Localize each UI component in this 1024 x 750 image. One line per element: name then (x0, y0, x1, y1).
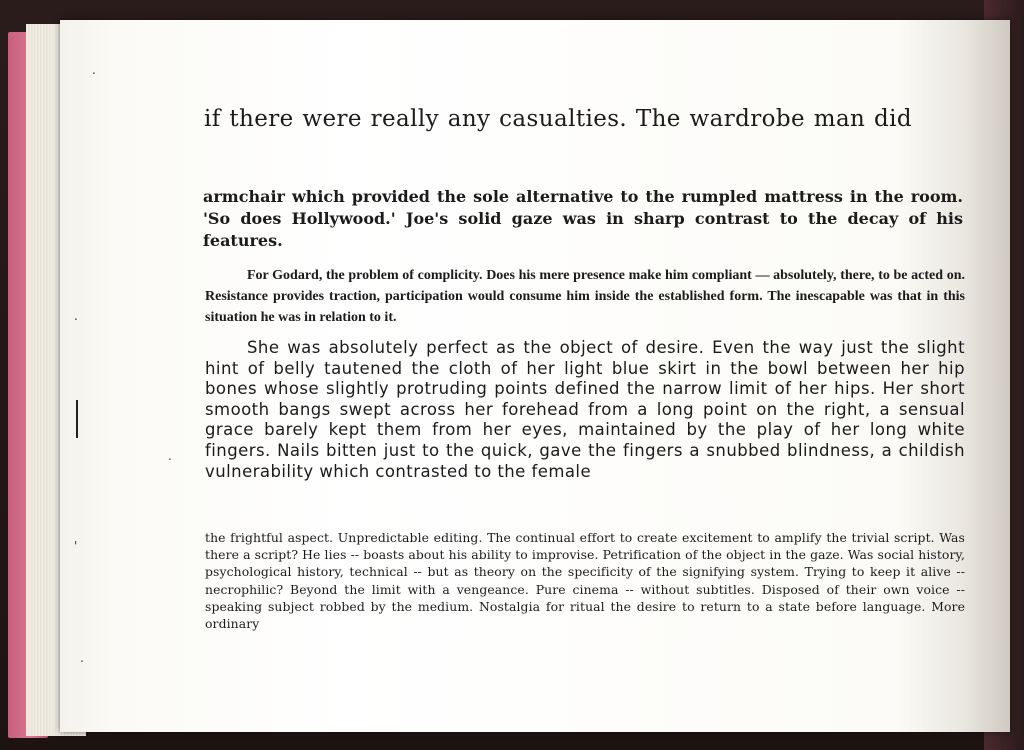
running-text-top: if there were really any casualties. The wardrobe man did (204, 106, 912, 132)
commentary-paragraph: For Godard, the problem of complicity. Does his mere presence make him compliant — absolutely, there, to be acted on. Resistance provides traction, participation would consume him inside the established form. The inescapable was that in this situation he was in relation to it. (205, 268, 965, 325)
book-page (60, 20, 1010, 732)
body-paragraph: She was absolutely perfect as the object of desire. Even the way just the slight hint of belly tautened the cloth of her light blue skirt in the bowl between her hip bones whose slightly protruding points defined the narrow limit of her hips. Her short smooth bangs swept across her forehead from a long point on the right, a sensual grace barely kept them from her eyes, maintained by the play of her long white fingers. Nails bitten just to the quick, gave the fingers a snubbed blindness, a childish vulnerability which contrasted to the female (205, 338, 965, 481)
margin-mark: . (92, 63, 96, 77)
margin-mark: ' (74, 539, 78, 553)
margin-mark: . (74, 309, 78, 323)
margin-rule (76, 400, 78, 438)
footnote-paragraph: the frightful aspect. Unpredictable editing. The continual effort to create excitement to amplify the trivial script. Was there a script? He lies -- boasts about his ability to improvise. Petrification of the object in the gaze. Was social history, psychological history, technical -- but as theory on the specificity of the signifying system. Trying to keep it alive -- necrophilic? Beyond the limit with a vengeance. Pure cinema -- without subtitles. Disposed of their own voice -- speaking subject robbed by the medium. Nostalgia for ritual the desire to return to a state before language. More ordinary (205, 530, 965, 632)
margin-mark: . (168, 449, 172, 463)
margin-mark: . (80, 651, 84, 665)
bold-paragraph: armchair which provided the sole alternative to the rumpled mattress in the room. 'So does Hollywood.' Joe's solid gaze was in sharp contrast to the decay of his features. (203, 187, 963, 250)
